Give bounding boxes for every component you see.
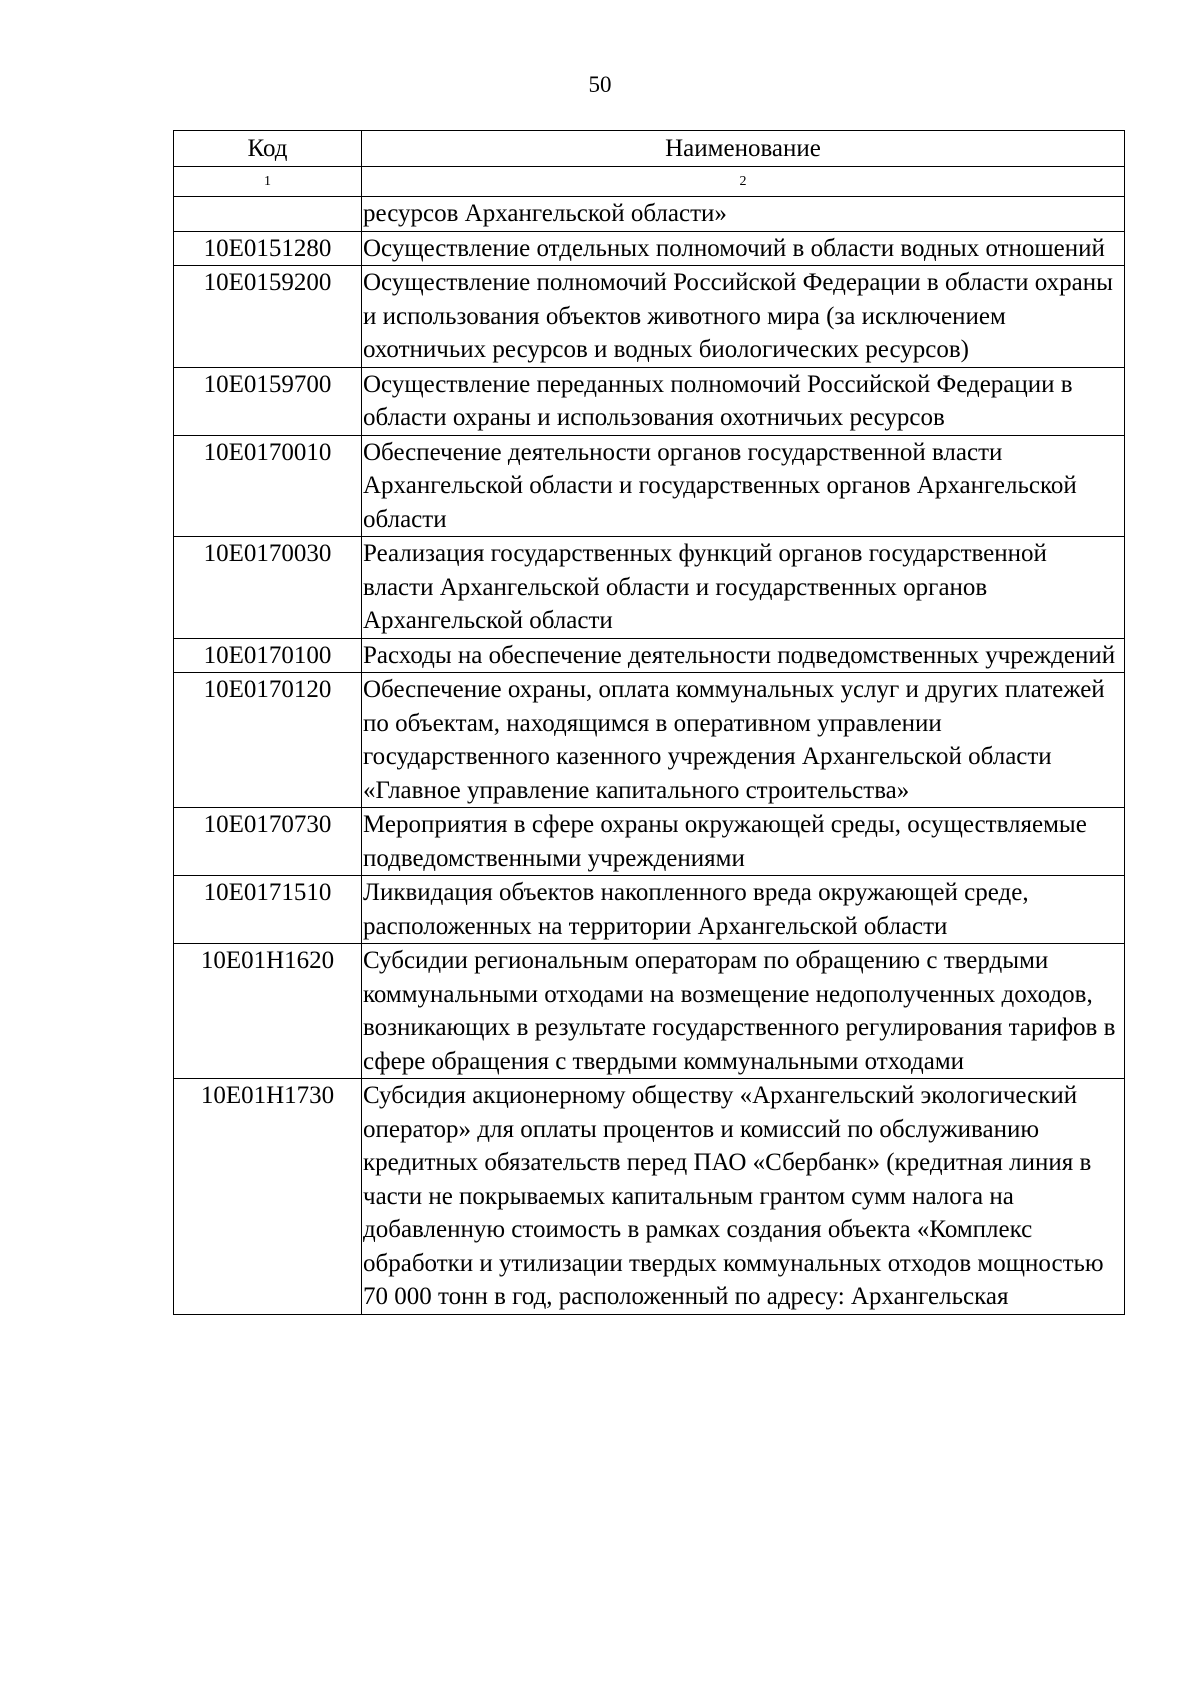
header-name: Наименование xyxy=(362,131,1125,167)
code-cell: 10Е0159700 xyxy=(174,367,362,435)
header-code: Код xyxy=(174,131,362,167)
name-cell: Обеспечение охраны, оплата коммунальных услуг и других платежей по объектам, находящимся в оперативном управлении государственного казенного учреждения Архангельской области «Главное управление капитального строительства» xyxy=(362,673,1125,808)
code-cell: 10Е0170030 xyxy=(174,537,362,639)
table-body xyxy=(174,197,1125,1315)
code-cell: 10Е0170010 xyxy=(174,435,362,537)
name-cell: Субсидии региональным операторам по обращению с твердыми коммунальными отходами на возмещение недополученных доходов, возникающих в результате государственного регулирования тарифов в сфере обращения с твердыми коммунальными отходами xyxy=(362,944,1125,1079)
table-row xyxy=(174,231,1125,266)
code-cell: 10Е0151280 xyxy=(174,231,362,266)
code-cell: 10Е0159200 xyxy=(174,266,362,368)
table-row xyxy=(174,1079,1125,1315)
name-cell: Ликвидация объектов накопленного вреда окружающей среде, расположенных на территории Архангельской области xyxy=(362,876,1125,944)
name-cell: ресурсов Архангельской области» xyxy=(362,197,1125,232)
table-row xyxy=(174,197,1125,232)
page-number: 50 xyxy=(588,72,612,97)
name-cell: Мероприятия в сфере охраны окружающей среды, осуществляемые подведомственными учреждениями xyxy=(362,808,1125,876)
header-name-number: 2 xyxy=(362,167,1125,197)
table-row xyxy=(174,266,1125,368)
table-row xyxy=(174,638,1125,673)
table-header xyxy=(174,131,1125,197)
table-row xyxy=(174,673,1125,808)
code-cell: 10Е0170120 xyxy=(174,673,362,808)
budget-codes-table xyxy=(173,130,1125,1315)
table-row xyxy=(174,367,1125,435)
table-row xyxy=(174,808,1125,876)
name-cell: Осуществление отдельных полномочий в области водных отношений xyxy=(362,231,1125,266)
header-code-number: 1 xyxy=(174,167,362,197)
code-cell: 10Е0171510 xyxy=(174,876,362,944)
name-cell: Обеспечение деятельности органов государственной власти Архангельской области и государственных органов Архангельской области xyxy=(362,435,1125,537)
code-cell: 10Е0170730 xyxy=(174,808,362,876)
table-row xyxy=(174,435,1125,537)
code-cell: 10Е01Н1620 xyxy=(174,944,362,1079)
name-cell: Осуществление полномочий Российской Федерации в области охраны и использования объектов животного мира (за исключением охотничьих ресурсов и водных биологических ресурсов) xyxy=(362,266,1125,368)
code-cell: 10Е0170100 xyxy=(174,638,362,673)
code-cell: 10Е01Н1730 xyxy=(174,1079,362,1315)
name-cell: Реализация государственных функций органов государственной власти Архангельской области и государственных органов Архангельской области xyxy=(362,537,1125,639)
code-cell xyxy=(174,197,362,232)
table-row xyxy=(174,944,1125,1079)
name-cell: Субсидия акционерному обществу «Архангельский экологический оператор» для оплаты процентов и комиссий по обслуживанию кредитных обязательств перед ПАО «Сбербанк» (кредитная линия в части не покрываемых капитальным грантом сумм налога на добавленную стоимость в рамках создания объекта «Комплекс обработки и утилизации твердых коммунальных отходов мощностью 70 000 тонн в год, расположенный по адресу: Архангельская xyxy=(362,1079,1125,1315)
name-cell: Осуществление переданных полномочий Российской Федерации в области охраны и использования охотничьих ресурсов xyxy=(362,367,1125,435)
table-row xyxy=(174,876,1125,944)
table-row xyxy=(174,537,1125,639)
name-cell: Расходы на обеспечение деятельности подведомственных учреждений xyxy=(362,638,1125,673)
